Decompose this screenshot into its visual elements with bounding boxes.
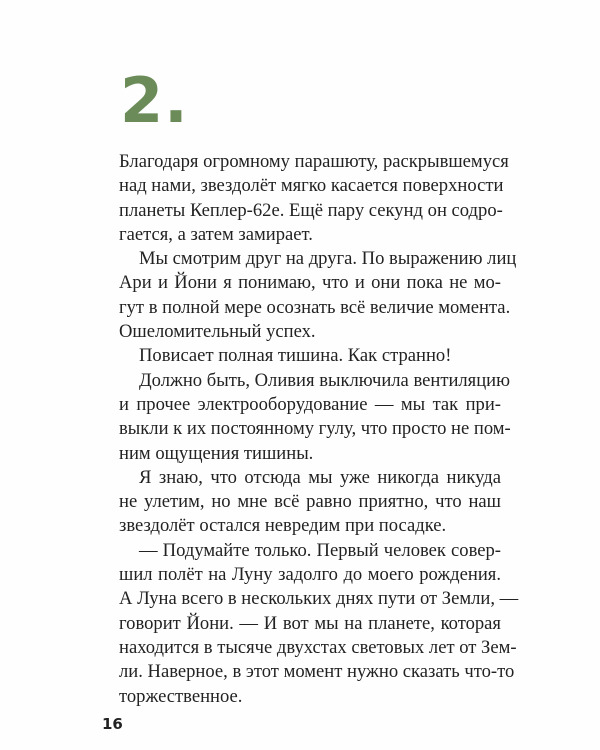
text-line: не улетим, но мне всё равно приятно, что наш xyxy=(119,491,501,513)
text-line: находится в тысяче двухстах световых лет от Зем- xyxy=(119,636,517,658)
text-line: гут в полной мере осознать всё величие момента. xyxy=(119,296,511,318)
text-line: говорит Йони. — И вот мы на планете, которая xyxy=(119,612,501,634)
page-number: 16 xyxy=(102,715,123,733)
text-line: А Луна всего в нескольких днях пути от Земли, — xyxy=(119,588,519,610)
text-line: Благодаря огромному парашюту, раскрывшемуся xyxy=(119,151,509,172)
text-line: ли. Наверное, в этот момент нужно сказать что-то xyxy=(119,661,515,683)
text-line: гается, а затем замирает. xyxy=(119,223,313,245)
text-line: Ари и Йони я понимаю, что и они пока не мо- xyxy=(119,272,501,294)
text-line: торжественное. xyxy=(119,685,243,707)
text-line: ним ощущения тишины. xyxy=(119,442,314,464)
text-line: — Подумайте только. Первый человек совер- xyxy=(139,539,501,561)
text-line: Мы смотрим друг на друга. По выражению лиц xyxy=(139,248,517,270)
body-text xyxy=(119,150,519,709)
chapter-number: 2. xyxy=(120,64,189,137)
text-line: звездолёт остался невредим при посадке. xyxy=(119,515,447,537)
text-line: планеты Кеплер-62е. Ещё пару секунд он содро- xyxy=(119,199,503,221)
text-line: и прочее электрооборудование — мы так при- xyxy=(119,393,501,415)
text-line: над нами, звездолёт мягко касается поверхности xyxy=(119,175,504,197)
text-line: Должно быть, Оливия выключила вентиляцию xyxy=(139,369,511,391)
text-line: Ошеломительный успех. xyxy=(119,321,316,343)
text-line: Повисает полная тишина. Как странно! xyxy=(139,345,452,367)
text-line: шил полёт на Луну задолго до моего рождения. xyxy=(119,564,501,586)
text-line: Я знаю, что отсюда мы уже никогда никуда xyxy=(139,466,501,488)
text-line: выкли к их постоянному гулу, что просто не пом- xyxy=(119,418,511,440)
